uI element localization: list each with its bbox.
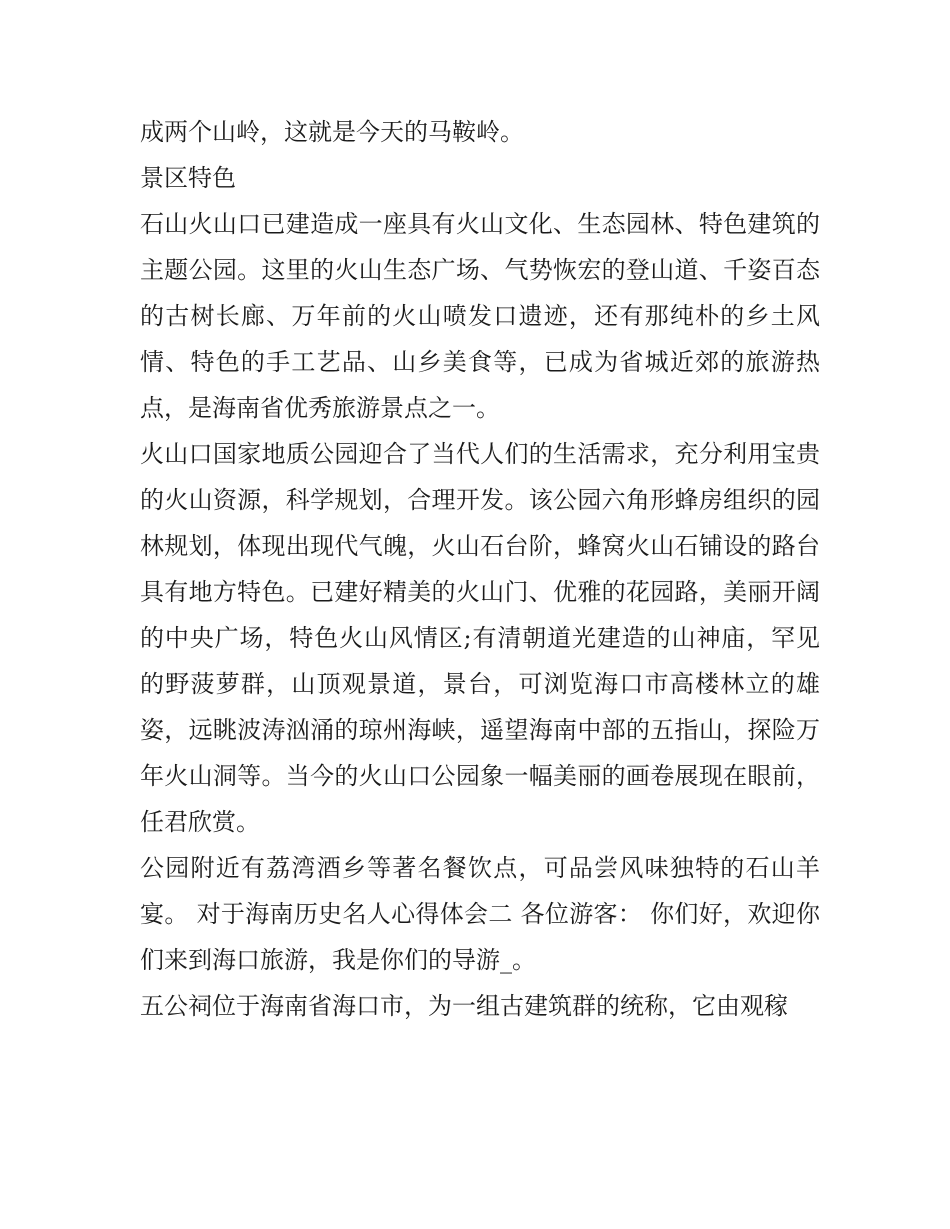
paragraph-geopark: 火山口国家地质公园迎合了当代人们的生活需求，充分利用宝贵的火山资源，科学规划，合理开发。该公园六角形蜂房组织的园林规划，体现出现代气魄，火山石台阶，蜂窝火山石铺设的路台具有地方特色。已建好精美的火山门、优雅的花园路，美丽开阔的中央广场，特色火山风情区;有清朝道光建造的山神庙，罕见的野菠萝群，山顶观景道，景台，可浏览海口市高楼林立的雄姿，远眺波涛汹涌的琼州海峡，遥望海南中部的五指山，探险万年火山洞等。当今的火山口公园象一幅美丽的画卷展现在眼前，任君欣赏。 [140,440,820,836]
paragraph-continuation: 成两个山岭，这就是今天的马鞍岭。 [140,118,524,146]
paragraph-scenic-features: 石山火山口已建造成一座具有火山文化、生态园林、特色建筑的主题公园。这里的火山生态广场、气势恢宏的登山道、千姿百态的古树长廊、万年前的火山喷发口遗迹，还有那纯朴的乡土风情、特色的手工艺品、山乡美食等，已成为省城近郊的旅游热点，是海南省优秀旅游景点之一。 [140,210,820,422]
paragraph-dining: 公园附近有荔湾酒乡等著名餐饮点，可品尝风味独特的石山羊宴。 对于海南历史名人心得体会二 各位游客： 你们好，欢迎你们来到海口旅游，我是你们的导游_。 [140,854,820,974]
document-body [140,109,820,1029]
section-heading: 景区特色 [140,164,236,192]
paragraph-wugong-temple: 五公祠位于海南省海口市，为一组古建筑群的统称，它由观稼 [140,992,788,1020]
